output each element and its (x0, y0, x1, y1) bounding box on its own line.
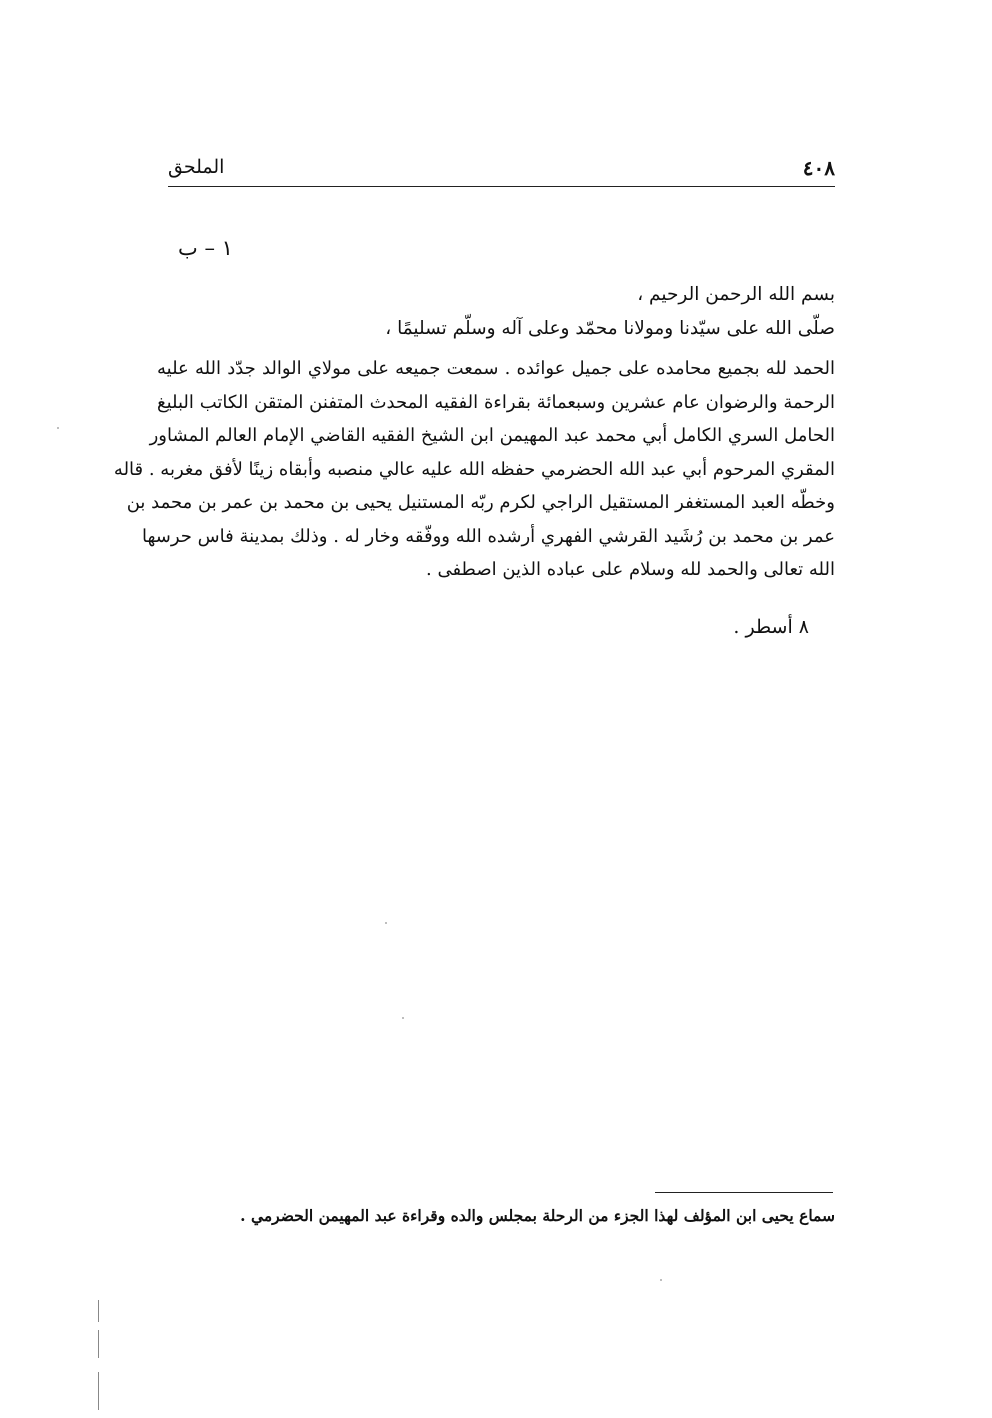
scan-speck (385, 922, 387, 924)
text-line: الحمد لله بجميع محامده على جميل عوائده . سمعت جميعه على مولاي الوالد جدّد الله عليه (157, 358, 835, 379)
folio-mark: ١ – ب (178, 236, 233, 260)
text-line: عمر بن محمد بن رُشَيد القرشي الفهري أرشده الله ووفّقه وخار له . وذلك بمدينة فاس حرسها (142, 525, 835, 547)
scan-speck (660, 1279, 662, 1281)
scan-speck (57, 427, 59, 429)
invocation-block (155, 278, 835, 346)
scan-margin-marks (98, 1300, 101, 1410)
running-title: الملحق (168, 156, 225, 178)
salawat-line: صلّى الله على سيّدنا ومولانا محمّد وعلى آله وسلّم تسليمًا ، (385, 318, 835, 339)
page-header (168, 152, 835, 187)
text-line: الحامل السري الكامل أبي محمد عبد المهيمن ابن الشيخ الفقيه القاضي الإمام العالم المشاور (149, 425, 835, 446)
scan-speck (402, 1017, 404, 1019)
text-line: الرحمة والرضوان عام عشرين وسبعمائة بقراءة الفقيه المحدث المتفنن المتقن الكاتب البليغ (157, 391, 835, 413)
page-number: ٤٠٨ (802, 156, 835, 180)
text-line: المقري المرحوم أبي عبد الله الحضرمي حفظه الله عليه عالي منصبه وأبقاه زينًا لأفق مغربه . قاله (113, 458, 835, 480)
text-line: وخطّه العبد المستغفر المستقيل الراجي لكرم ربّه المستنيل يحيى بن محمد بن عمر بن محمد بن (126, 492, 835, 513)
sama-text (113, 352, 835, 587)
footnote-separator (655, 1192, 833, 1193)
line-count-note: ٨ أسطر . (733, 616, 809, 638)
basmala-line: بسم الله الرحمن الرحيم ، (637, 284, 835, 305)
footnote: سماع يحيى ابن المؤلف لهذا الجزء من الرحلة بمجلس والده وقراءة عبد المهيمن الحضرمي . (240, 1206, 835, 1225)
text-line: الله تعالى والحمد لله وسلام على عباده الذين اصطفى . (426, 559, 835, 580)
